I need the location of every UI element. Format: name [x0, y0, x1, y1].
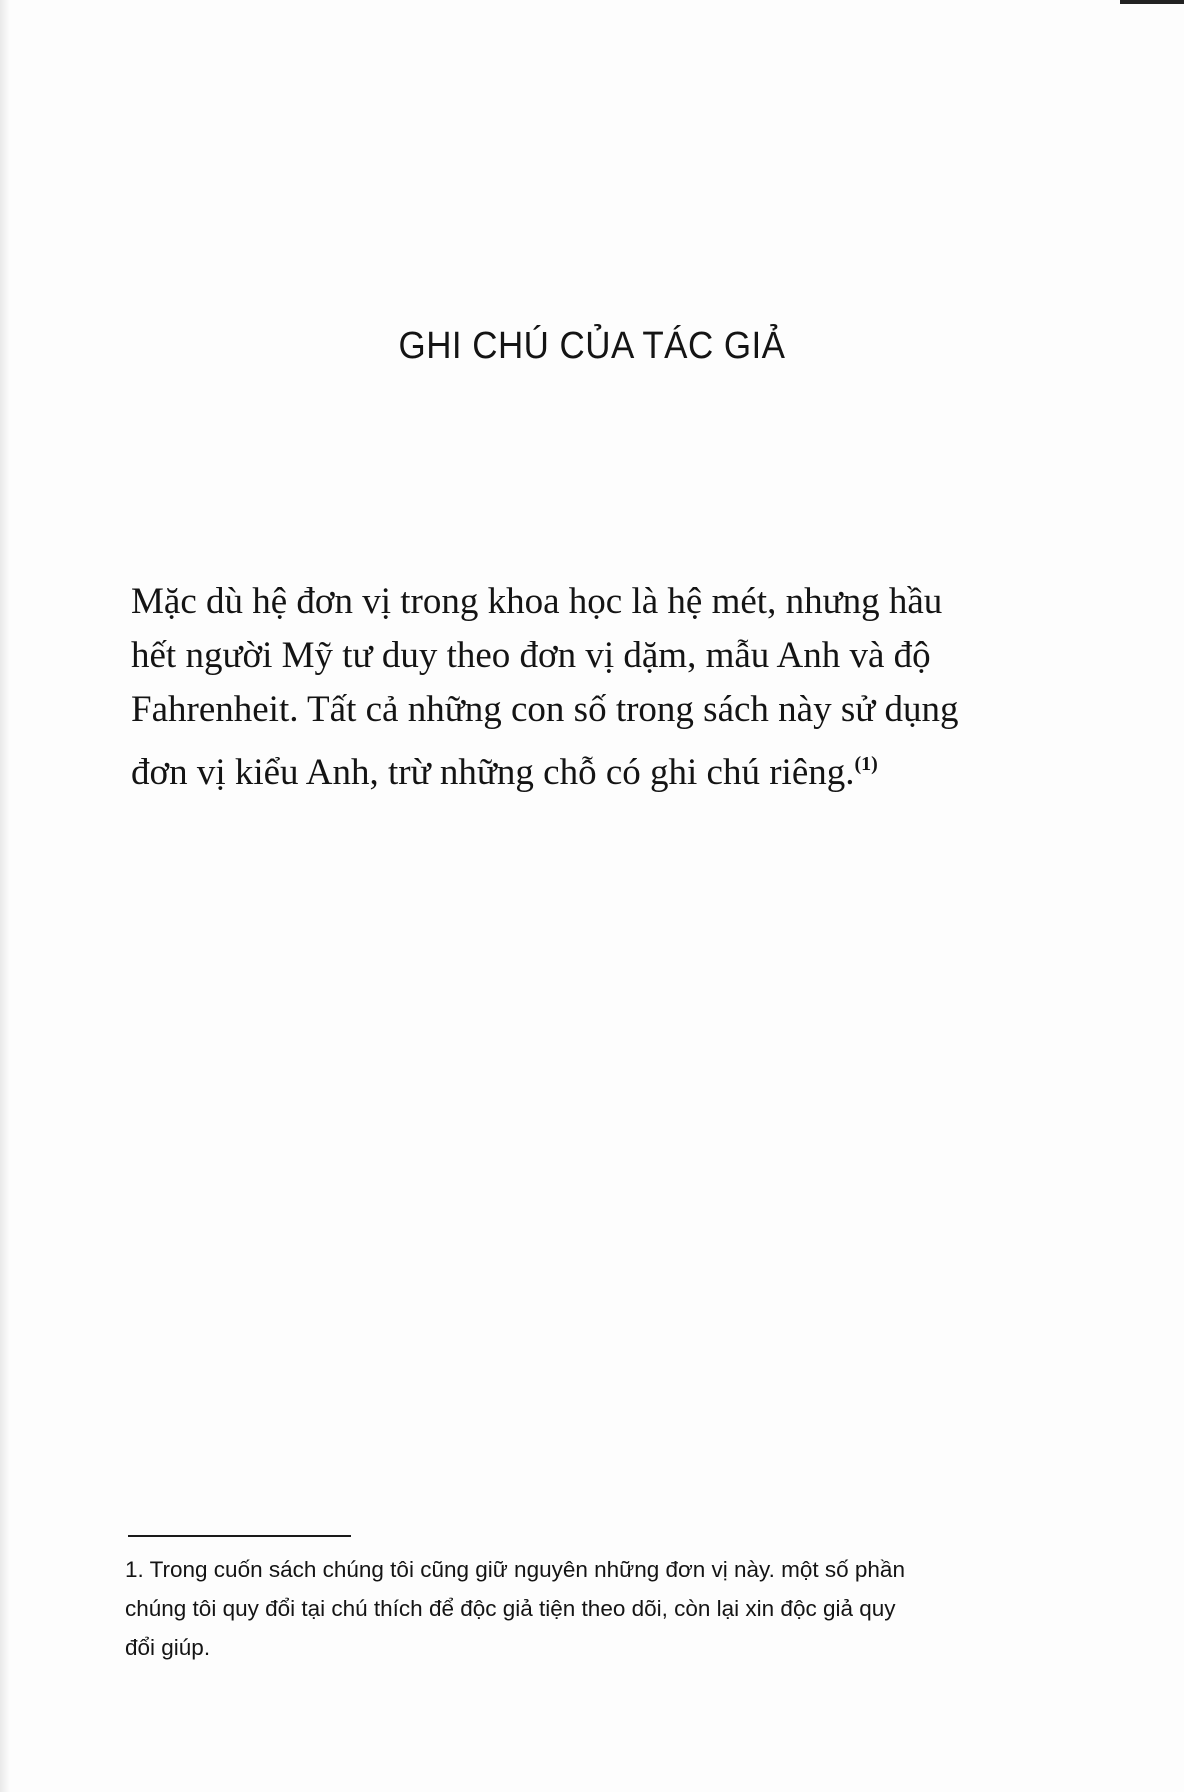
body-line: hết người Mỹ tư duy theo đơn vị dặm, mẫu Anh và độ — [131, 635, 931, 676]
page-edge-shadow — [0, 0, 10, 1792]
body-line: Mặc dù hệ đơn vị trong khoa học là hệ mét, nhưng hầu — [131, 581, 943, 622]
footnote-line: chúng tôi quy đổi tại chú thích để độc giả tiện theo dõi, còn lại xin độc giả quy — [125, 1596, 896, 1621]
body-line — [131, 737, 1031, 800]
footnote-reference: (1) — [854, 753, 878, 775]
body-paragraph — [131, 575, 1031, 800]
footnote-line: 1. Trong cuốn sách chúng tôi cũng giữ nguyên những đơn vị này. một số phần — [125, 1557, 905, 1582]
body-line-text: đơn vị kiểu Anh, trừ những chỗ có ghi chú riêng. — [131, 752, 855, 793]
page-title: GHI CHÚ CỦA TÁC GIẢ — [398, 325, 786, 367]
footnote — [125, 1550, 1055, 1667]
body-line: Fahrenheit. Tất cả những con số trong sách này sử dụng — [131, 689, 959, 730]
footnote-line: đổi giúp. — [125, 1635, 211, 1660]
scan-corner-mark — [1120, 0, 1184, 4]
footnote-divider — [128, 1535, 351, 1537]
